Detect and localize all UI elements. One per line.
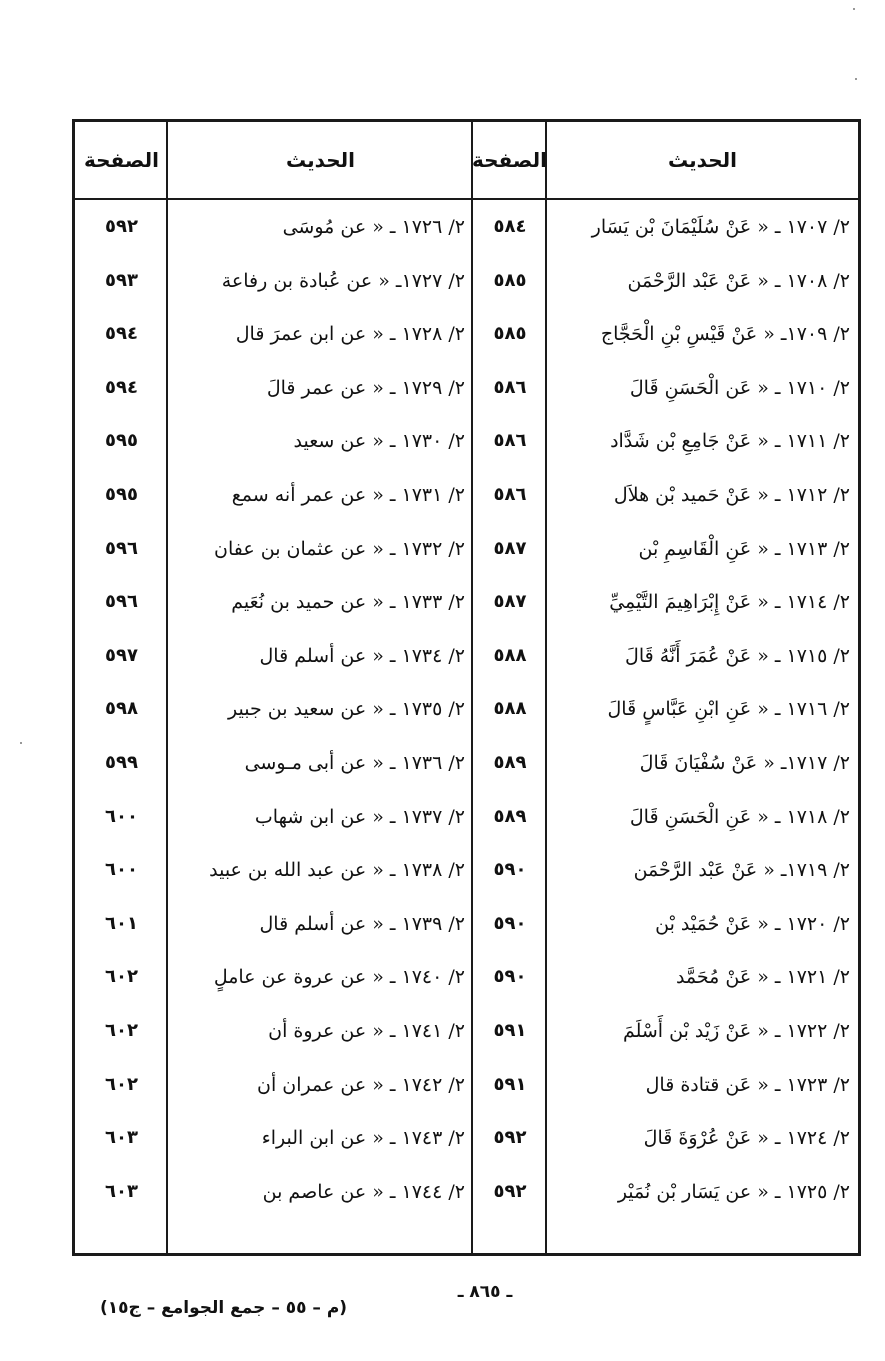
header-page-left: الصفحة [83,148,159,172]
table-row [75,314,858,354]
page-number-left: ٥٩٤ [105,376,138,398]
page-number-right: ٥٨٤ [493,216,527,237]
page-number-left: ٦٠٢ [105,966,138,988]
page-number-right: ٥٨٦ [493,376,527,398]
page-number-left: ٥٩٥ [105,430,138,452]
hadith-entry-left: ٢/ ١٧٢٨ ـ « عن ابن عمرَ قال [235,323,465,346]
page-number-right: ٥٩١ [493,1073,527,1095]
hadith-entry-right: ٢/ ١٧٠٩ـ « عَنْ قَيْسِ بْنِ الْحَجَّاج [600,323,850,346]
page-number-right: ٥٨٩ [493,805,527,827]
hadith-entry-left: ٢/ ١٧٣٦ ـ « عن أبى مـوسى [244,752,465,774]
table-row [75,1011,858,1051]
page-number-left: ٦٠٣ [105,1180,138,1202]
hadith-entry-right: ٢/ ١٧٢٣ ـ « عَن قتادة قال [645,1073,850,1096]
hadith-entry-right: ٢/ ١٧١٥ ـ « عَنْ عُمَرَ أَنَّهُ قَالَ [625,644,850,667]
page-number-left: ٦٠٠ [105,859,138,881]
hadith-entry-left: ٢/ ١٧٤٢ ـ « عن عمران أن [257,1073,465,1096]
hadith-index-table [72,119,861,1256]
hadith-entry-left: ٢/ ١٧٣٧ ـ « عن ابن شهاب [254,805,465,828]
page-number-left: ٥٩٨ [105,698,138,720]
table-row [75,797,858,837]
table-row [75,636,858,676]
page-number-right: ٥٩٠ [493,912,527,934]
page-number-right: ٥٩١ [493,1020,527,1041]
page-number-right: ٥٩٠ [493,966,527,988]
page-number-left: ٦٠١ [105,912,138,934]
table-row [75,261,858,301]
page-number-left: ٦٠٢ [105,1020,138,1041]
page-number-right: ٥٨٦ [493,430,527,452]
page-number-left: ٦٠٢ [105,1073,138,1095]
hadith-entry-right: ٢/ ١٧١٤ ـ « عَنْ إِبْرَاهِيمَ التَّيْمِيِّ [609,591,850,614]
page-number-right: ٥٨٧ [493,537,527,559]
page-number-left: ٥٩٩ [105,752,138,773]
hadith-entry-left: ٢/ ١٧٤٣ ـ « عن ابن البراء [261,1127,465,1150]
hadith-entry-right: ٢/ ١٧١١ ـ « عَنْ جَامِعِ بْن شَدَّاد [610,430,850,453]
hadith-entry-right: ٢/ ١٧١٣ ـ « عَنِ الْقَاسِمِ بْن [638,537,850,560]
page-number: ـ ٨٦٥ ـ [457,1282,513,1302]
table-row [75,207,858,247]
table-row [75,850,858,890]
table-row [75,1172,858,1212]
hadith-entry-right: ٢/ ١٧٠٧ ـ « عَنْ سُلَيْمَانَ بْن يَسَار [591,216,850,238]
table-row [75,1065,858,1105]
page-number-left: ٥٩٣ [105,269,138,291]
table-row [75,689,858,729]
page-number-left: ٦٠٣ [105,1127,138,1149]
page-number-right: ٥٩٠ [493,859,527,881]
hadith-entry-left: ٢/ ١٧٣١ ـ « عن عمر أنه سمع [231,484,465,506]
page-number-left: ٥٩٥ [105,484,138,505]
hadith-entry-right: ٢/ ١٧٢٥ ـ « عن يَسَار بْن نُمَيْر [617,1180,850,1203]
hadith-entry-right: ٢/ ١٧٢١ ـ « عَنْ مُحَمَّد [675,966,850,989]
hadith-entry-right: ٢/ ١٧٢٤ ـ « عَنْ عُرْوَةَ قَالَ [643,1127,850,1150]
header-page-right: الصفحة [471,148,547,172]
scan-speck [20,742,22,744]
hadith-entry-left: ٢/ ١٧٣٥ ـ « عن سعيد بن جبير [228,698,465,721]
header-hadith-left: الحديث [285,148,355,172]
page-number-left: ٥٩٤ [105,323,138,345]
page-number-right: ٥٨٨ [493,698,527,720]
page-number-left: ٥٩٦ [105,537,138,559]
header-hadith-right: الحديث [667,148,737,172]
page-number-left: ٥٩٧ [105,644,138,666]
table-header-row [75,122,858,200]
hadith-entry-left: ٢/ ١٧٣٩ ـ « عن أسلم قال [259,912,465,935]
hadith-entry-left: ٢/ ١٧٢٧ـ « عن عُبادة بن رفاعة [221,269,465,292]
hadith-entry-left: ٢/ ١٧٤٠ ـ « عن عروة عن عاملٍ [213,966,465,989]
page-number-right: ٥٨٦ [493,484,527,505]
scan-speck [855,78,857,80]
page-number-right: ٥٨٩ [493,752,527,773]
table-row [75,743,858,783]
hadith-entry-left: ٢/ ١٧٣٠ ـ « عن سعيد [293,430,465,453]
page-number-right: ٥٩٢ [493,1127,527,1149]
table-row [75,582,858,622]
hadith-entry-left: ٢/ ١٧٢٩ ـ « عن عمر قالَ [266,376,465,399]
table-row [75,368,858,408]
table-row [75,421,858,461]
hadith-entry-right: ٢/ ١٧١٦ ـ « عَنِ ابْنِ عَبَّاسٍ قَالَ [607,698,850,721]
hadith-entry-left: ٢/ ١٧٤١ ـ « عن عروة أن [268,1020,465,1042]
table-row [75,904,858,944]
volume-note: (م – ٥٥ – جمع الجوامع – ج١٥) [100,1298,348,1318]
page-number-right: ٥٨٥ [493,269,527,291]
table-row [75,1118,858,1158]
hadith-entry-left: ٢/ ١٧٤٤ ـ « عن عاصم بن [262,1180,465,1203]
hadith-entry-left: ٢/ ١٧٣٤ ـ « عن أسلم قال [259,644,465,667]
hadith-entry-right: ٢/ ١٧٢٠ ـ « عَنْ حُمَيْد بْن [655,912,850,935]
page-number-left: ٦٠٠ [105,805,138,827]
page-number-right: ٥٨٧ [493,591,527,613]
scan-speck [853,8,855,10]
hadith-entry-right: ٢/ ١٧٠٨ ـ « عَنْ عَبْد الرَّحْمَن [627,269,850,292]
table-row [75,529,858,569]
hadith-entry-right: ٢/ ١٧١٨ ـ « عَنِ الْحَسَنِ قَالَ [629,805,850,828]
hadith-entry-left: ٢/ ١٧٣٨ ـ « عن عبد الله بن عبيد [209,859,465,882]
hadith-entry-left: ٢/ ١٧٢٦ ـ « عن مُوسَى [282,216,465,238]
page-number-right: ٥٨٨ [493,644,527,666]
table-row [75,475,858,515]
table-row [75,957,858,997]
hadith-entry-right: ٢/ ١٧١٧ـ « عَنْ سُفْيَانَ قَالَ [639,752,850,774]
page-number-left: ٥٩٦ [105,591,138,613]
hadith-entry-right: ٢/ ١٧١٢ ـ « عَنْ حَميد بْن هلاَل [613,484,850,506]
page-number-right: ٥٨٥ [493,323,527,345]
page-number-right: ٥٩٢ [493,1180,527,1202]
hadith-entry-left: ٢/ ١٧٣٣ ـ « عن حميد بن نُعَيم [231,591,465,614]
hadith-entry-left: ٢/ ١٧٣٢ ـ « عن عثمان بن عفان [214,537,465,560]
page-number-left: ٥٩٢ [105,216,138,237]
hadith-entry-right: ٢/ ١٧١٩ـ « عَنْ عَبْد الرَّحْمَن [633,859,850,882]
hadith-entry-right: ٢/ ١٧١٠ ـ « عَن الْحَسَنِ قَالَ [629,376,850,399]
hadith-entry-right: ٢/ ١٧٢٢ ـ « عَنْ زَيْد بْن أَسْلَمَ [622,1020,850,1042]
